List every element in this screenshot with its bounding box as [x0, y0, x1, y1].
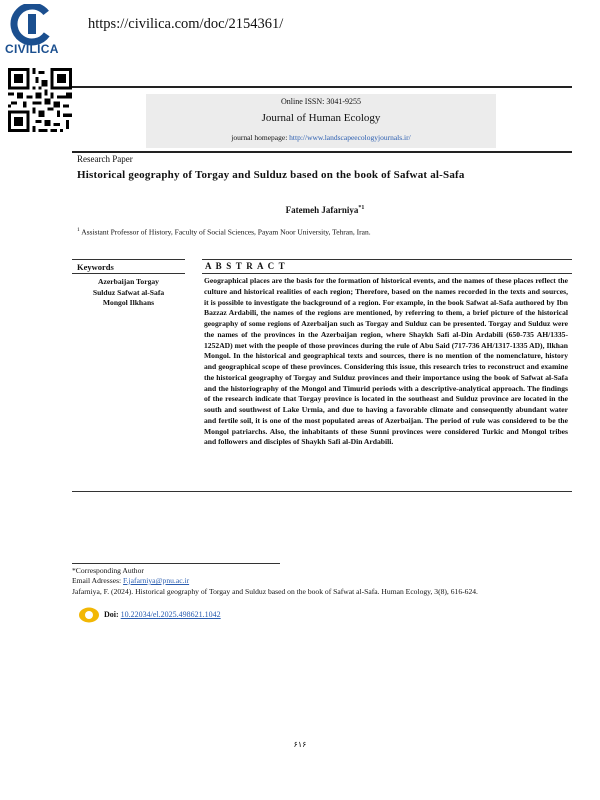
journal-homepage	[146, 133, 496, 142]
homepage-link[interactable]: http://www.landscapeecologyjournals.ir/	[289, 133, 411, 142]
header-top-rule	[72, 86, 572, 88]
author-name: Fatemeh Jafarniya	[285, 205, 359, 215]
corresponding-author-note: *Corresponding Author	[72, 566, 144, 575]
document-url-link[interactable]: https://civilica.com/doc/2154361/	[88, 16, 284, 32]
homepage-label: journal homepage:	[231, 133, 288, 142]
abstract-bottom-rule	[72, 491, 572, 492]
doi-line	[104, 610, 221, 619]
abstract-heading: A B S T R A C T	[205, 261, 286, 271]
affiliation-text: Assistant Professor of History, Faculty of Social Sciences, Payam Noor University, Tehran, Iran.	[81, 227, 371, 237]
abstract-text: Geographical places are the basis for the formation of historical events, and the names of these places reflect the culture and historical realities of each region; Therefore, based on the names recorded in the texts and sources, it is possible to investigate the background of a region. For example, in the book Safwat al-Safa authored by Ibn Bazzaz Ardabili, the names of the regions are mentioned, by referring to them, a brief picture of the historical geography of some regions of Azerbaijan such as Torgay and Sulduz can be presented. Torgay and Sulduz were the names of the provinces in the Azerbaijan region, where Shaykh Safi al-Din Ardabili (650-735 AH/1335-1252AD) met with the people of those provinces during the rule of Abu Said (717-736 AH/1317-1335 AD), Ilkhan Mongol. In the historical and geographical texts and sources, there is no mention of the nomenclature, history and geographical scope of these provinces. Considering this issue, this research tries to reconstruct and examine the historical geography of Torgay and Sulduz provinces and their importance using the book of Safwat al-Safa and the historiography of the Mongol and Timurid periods with a descriptive-analytical approach. The findings of the research indicate that Torgay province is located in the southeast and Sulduz province are located in the south and southwest of Lake Urmia, and due to having a favorable climate and consequently abundant water and fertile soil, it is one of the most populated areas of Azerbaijan. The period of rule was considered to be the Mongol patriarchs. Also, the inhabitants of these Sunni provinces were considered Turkic and Mongol tribes and followers and disciples of Shaykh Safi al-Din Ardabili.	[204, 276, 568, 447]
keywords-top-rule	[72, 259, 185, 260]
author-affiliation	[77, 227, 371, 237]
page-number: ۶۱۶	[293, 740, 307, 749]
keyword-item: Mongol Ilkhans	[102, 298, 155, 307]
keywords-heading: Keywords	[77, 262, 114, 272]
email-link[interactable]: F.jafarniya@pnu.ac.ir	[123, 576, 190, 585]
abstract-top-rule	[202, 259, 572, 260]
paper-title: Historical geography of Torgay and Sulduz based on the book of Safwat al-Safa	[77, 169, 465, 181]
doi-link[interactable]: 10.22034/el.2025.498621.1042	[120, 610, 221, 619]
author-mark: *1	[358, 205, 365, 211]
footnote-rule	[72, 563, 280, 564]
header-bottom-rule	[72, 151, 572, 153]
email-note	[72, 576, 189, 586]
abstract-mid-rule	[202, 273, 572, 274]
journal-title: Journal of Human Ecology	[261, 112, 381, 124]
keywords-list	[72, 277, 185, 309]
journal-issn: Online ISSN: 3041-9255	[281, 97, 361, 106]
keywords-mid-rule	[72, 273, 185, 274]
keyword-item: Sulduz Safwat al-Safa	[92, 287, 165, 297]
affiliation-mark: 1	[77, 227, 80, 233]
qr-code-icon	[8, 68, 72, 132]
citation-note: Jafarniya, F. (2024). Historical geography of Torgay and Sulduz based on the book of Safwat al-Safa. Human Ecology, 3(8), 616-624.	[72, 587, 478, 596]
paper-author	[0, 205, 600, 215]
paper-type: Research Paper	[77, 154, 133, 164]
civilica-logo-text: CIVILICA	[5, 42, 59, 56]
doi-label: Doi:	[104, 610, 119, 619]
keyword-item: Azerbaijan Torgay	[98, 277, 159, 286]
email-label: Email Adresses:	[72, 576, 122, 585]
doi-icon	[78, 607, 100, 623]
